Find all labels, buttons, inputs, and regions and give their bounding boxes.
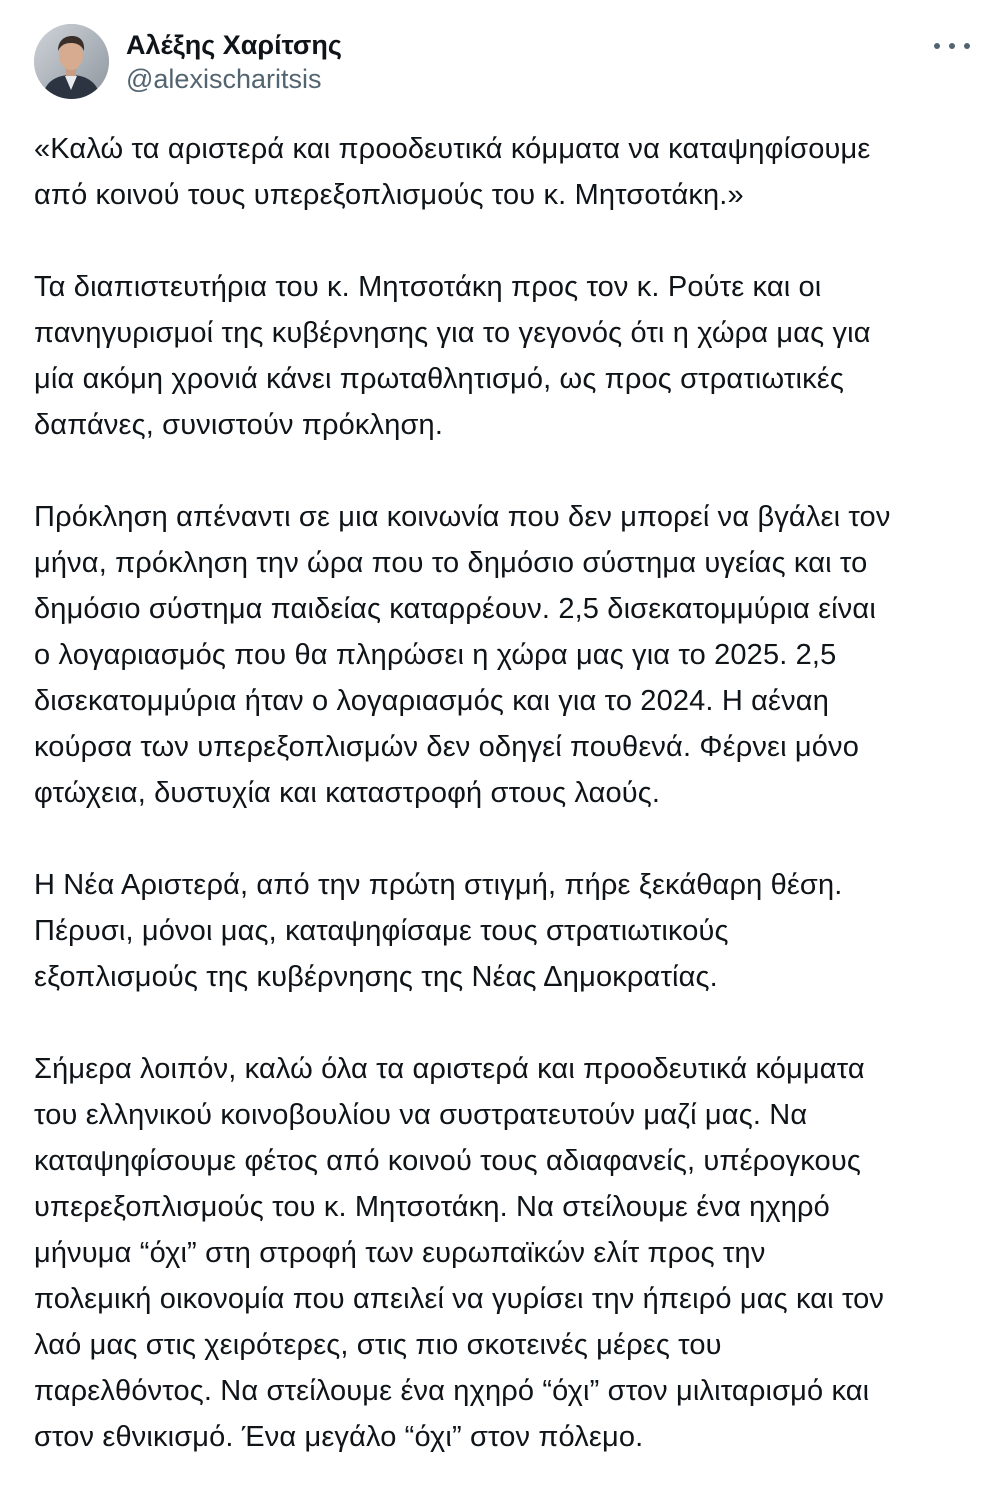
text-line: από κοινού τους υπερεξοπλισμούς του κ. Μητσοτάκη.» bbox=[34, 179, 744, 211]
text-line: ο λογαριασμός που θα πληρώσει η χώρα μας για το 2025. 2,5 bbox=[34, 639, 837, 671]
avatar-image bbox=[34, 24, 109, 99]
text-line: κούρσα των υπερεξοπλισμών δεν οδηγεί πουθενά. Φέρνει μόνο bbox=[34, 731, 859, 763]
text-line: Πέρυσι, μόνοι μας, καταψηφίσαμε τους στρατιωτικούς bbox=[34, 915, 729, 947]
text-line: παρελθόντος. Να στείλουμε ένα ηχηρό “όχι” στον μιλιταρισμό και bbox=[34, 1375, 870, 1407]
avatar[interactable] bbox=[34, 24, 109, 99]
paragraph-3 bbox=[34, 494, 989, 816]
author-display-name[interactable]: Αλέξης Χαρίτσης bbox=[126, 30, 342, 60]
text-line: πανηγυρισμοί της κυβέρνησης για το γεγονός ότι η χώρα μας για bbox=[34, 317, 871, 349]
paragraph-5 bbox=[34, 1046, 989, 1460]
text-line: Τα διαπιστευτήρια του κ. Μητσοτάκη προς τον κ. Ρούτε και οι bbox=[34, 271, 822, 303]
text-line: λαό μας στις χειρότερες, στις πιο σκοτεινές μέρες του bbox=[34, 1329, 722, 1361]
text-line: μήνα, πρόκληση την ώρα που το δημόσιο σύστημα υγείας και το bbox=[34, 547, 868, 579]
more-dot bbox=[934, 43, 940, 49]
more-dot bbox=[964, 43, 970, 49]
more-dot bbox=[949, 43, 955, 49]
text-line: καταψηφίσουμε φέτος από κοινού τους αδιαφανείς, υπέρογκους bbox=[34, 1145, 861, 1177]
text-line: μήνυμα “όχι” στη στροφή των ευρωπαϊκών ελίτ προς την bbox=[34, 1237, 766, 1269]
text-line: «Καλώ τα αριστερά και προοδευτικά κόμματα να καταψηφίσουμε bbox=[34, 133, 871, 165]
text-line: του ελληνικού κοινοβουλίου να συστρατευτούν μαζί μας. Να bbox=[34, 1099, 808, 1131]
author-handle[interactable]: @alexischaritsis bbox=[126, 64, 322, 94]
text-line: πολεμική οικονομία που απειλεί να γυρίσει την ήπειρό μας και τον bbox=[34, 1283, 885, 1315]
paragraph-1 bbox=[34, 126, 989, 218]
text-line: στον εθνικισμό. Ένα μεγάλο “όχι” στον πόλεμο. bbox=[34, 1421, 644, 1453]
text-line: μία ακόμη χρονιά κάνει πρωταθλητισμό, ως προς στρατιωτικές bbox=[34, 363, 844, 395]
text-line: Σήμερα λοιπόν, καλώ όλα τα αριστερά και προοδευτικά κόμματα bbox=[34, 1053, 865, 1085]
tweet-header bbox=[34, 24, 974, 104]
text-line: φτώχεια, δυστυχία και καταστροφή στους λαούς. bbox=[34, 777, 661, 809]
text-line: δαπάνες, συνιστούν πρόκληση. bbox=[34, 409, 444, 441]
more-options-icon[interactable] bbox=[934, 36, 970, 56]
text-line: δισεκατομμύρια ήταν ο λογαριασμός και για το 2024. Η αέναη bbox=[34, 685, 829, 717]
text-line: Πρόκληση απέναντι σε μια κοινωνία που δεν μπορεί να βγάλει τον bbox=[34, 501, 891, 533]
text-line: εξοπλισμούς της κυβέρνησης της Νέας Δημοκρατίας. bbox=[34, 961, 718, 993]
paragraph-4 bbox=[34, 862, 989, 1000]
author-names bbox=[126, 28, 342, 96]
paragraph-2 bbox=[34, 264, 989, 448]
text-line: Η Νέα Αριστερά, από την πρώτη στιγμή, πήρε ξεκάθαρη θέση. bbox=[34, 869, 843, 901]
text-line: δημόσιο σύστημα παιδείας καταρρέουν. 2,5 δισεκατομμύρια είναι bbox=[34, 593, 876, 625]
tweet-text bbox=[34, 126, 989, 1460]
text-line: υπερεξοπλισμούς του κ. Μητσοτάκη. Να στείλουμε ένα ηχηρό bbox=[34, 1191, 830, 1223]
